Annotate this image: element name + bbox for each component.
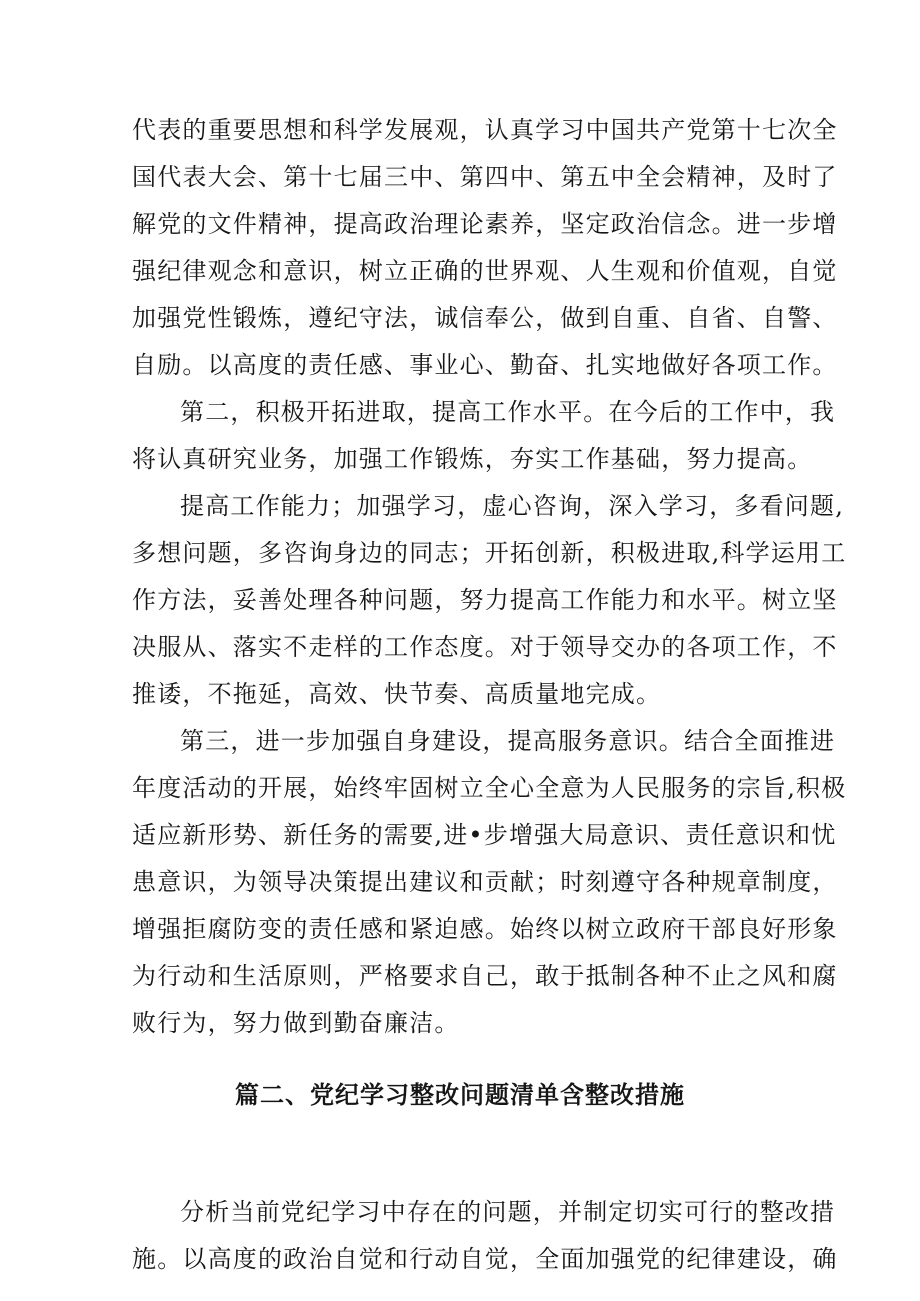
text-line: 自励。以高度的责任感、事业心、勤奋、扎实地做好各项工作。 xyxy=(132,351,838,379)
text-line: 国代表大会、第十七届三中、第四中、第五中全会精神，及时了 xyxy=(132,163,838,191)
text-line: 分析当前党纪学习中存在的问题，并制定切实可行的整改措 xyxy=(180,1198,836,1226)
text-line: 提高工作能力；加强学习，虚心咨询，深入学习，多看问题, xyxy=(180,492,845,520)
text-line: 患意识，为领导决策提出建议和贡献；时刻遵守各种规章制度， xyxy=(132,868,838,896)
text-line: 解党的文件精神，提高政治理论素养，坚定政治信念。进一步增 xyxy=(132,210,838,238)
text-line: 强纪律观念和意识，树立正确的世界观、人生观和价值观，自觉 xyxy=(132,257,838,285)
text-line: 作方法，妥善处理各种问题，努力提高工作能力和水平。树立坚 xyxy=(132,586,838,614)
text-line: 败行为，努力做到勤奋廉洁。 xyxy=(132,1009,460,1037)
text-line: 为行动和生活原则，严格要求自己，敢于抵制各种不止之风和腐 xyxy=(132,962,838,990)
text-line: 加强党性锻炼，遵纪守法，诚信奉公，做到自重、自省、自警、 xyxy=(132,304,838,332)
text-line: 代表的重要思想和科学发展观，认真学习中国共产党第十七次全 xyxy=(132,116,838,144)
text-line: 施。以高度的政治自觉和行动自觉，全面加强党的纪律建设，确 xyxy=(132,1245,838,1273)
text-line: 多想问题，多咨询身边的同志；开拓创新，积极进取,科学运用工 xyxy=(132,539,847,567)
text-line: 增强拒腐防变的责任感和紧迫感。始终以树立政府干部良好形象 xyxy=(132,915,838,943)
section-heading: 篇二、党纪学习整改问题清单含整改措施 xyxy=(235,1081,685,1109)
text-line: 年度活动的开展，始终牢固树立全心全意为人民服务的宗旨,积极 xyxy=(132,774,847,802)
text-line: 将认真研究业务，加强工作锻炼，夯实工作基础，努力提高。 xyxy=(132,445,813,473)
text-line: 第二，积极开拓进取，提高工作水平。在今后的工作中，我 xyxy=(180,398,836,426)
text-line: 推诿，不拖延，高效、快节奏、高质量地完成。 xyxy=(132,680,662,708)
text-line: 第三，进一步加强自身建设，提高服务意识。结合全面推进 xyxy=(180,727,836,755)
text-line: 决服从、落实不走样的工作态度。对于领导交办的各项工作，不 xyxy=(132,633,838,661)
text-line: 适应新形势、新任务的需要,进•步增强大局意识、责任意识和忧 xyxy=(132,821,837,849)
